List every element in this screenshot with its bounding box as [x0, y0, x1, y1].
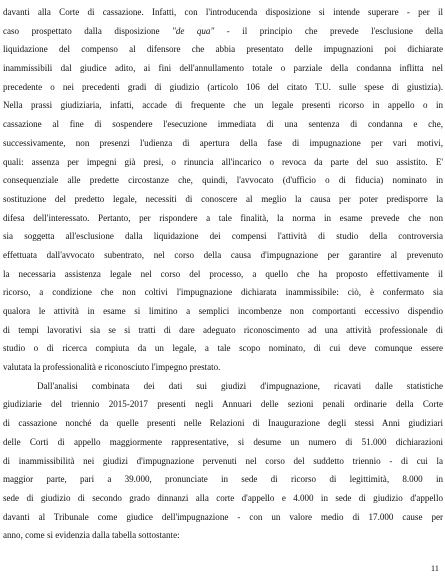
paragraph-2-line: anno, come si evidenzia dalla tabella sottostante: [3, 530, 180, 541]
paragraph-1-line: inammissibili dal giudice adito, ai fini dell'annullamento totale o parziale della condanna inflitta nel [3, 63, 443, 74]
paragraph-1-line: caso prospettato dalla disposizione "de qua" - il principio che prevede l'esclusione della [3, 25, 443, 36]
paragraph-2-line: sede di giudizio di secondo grado dinnanzi alla corte d'appello e 4.000 in sede di giudizio d'appello [3, 492, 443, 503]
document-body [3, 3, 443, 545]
paragraph-1-line: la necessaria assistenza legale nel corso del processo, a quello che ha proposto effettivamente il [3, 268, 443, 279]
paragraph-1-line: effettuata dall'avvocato subentrato, nel corso della causa d'impugnazione per garantire al prevenuto [3, 249, 443, 260]
paragraph-1-line: consequenziale alle predette circostanze che, quindi, l'avvocato (d'ufficio o di fiducia) nominato in [3, 175, 443, 186]
paragraph-1-line: cassazione al fine di sospendere l'esecuzione immediata di una sentenza di condanna e che, [3, 119, 443, 130]
paragraph-1-line: davanti alla Corte di cassazione. Infatti, con l'introducenda disposizione si intende superare - per il [3, 7, 443, 17]
paragraph-1-line: sostituzione del predetto legale, necessiti di conoscere al meglio la causa per poter predisporre la [3, 193, 443, 204]
paragraph-1 [3, 3, 443, 377]
paragraph-2-line: di inammissibilità nei giudizi d'impugnazione pervenuti nel corso del suddetto triennio - di cui la [3, 455, 443, 466]
paragraph-2-line: davanti al Tribunale come giudice dell'impugnazione - con un valore medio di 17.000 cause per [3, 511, 443, 522]
paragraph-1-line: di tempi lavorativi sia se si tratti di dare adeguato riconoscimento ad una attività professionale di [3, 324, 443, 335]
paragraph-2-line: giudiziarie del triennio 2015-2017 presenti negli Annuari delle sezioni penali ordinarie della Corte [3, 399, 443, 410]
paragraph-1-line: sia soggetta all'esclusione dalla liquidazione dei compensi l'attività di studio della controversia [3, 231, 443, 242]
paragraph-2-line: maggior parte, pari a 39.000, pronunciate in sede di ricorso di legittimità, 8.000 in [3, 474, 443, 485]
paragraph-2 [3, 377, 443, 545]
paragraph-2-line: delle Corti di appello maggiormente rappresentative, si desume un numero di 51.000 dichiarazioni [3, 436, 443, 447]
paragraph-2-line: Dall'analisi combinata dei dati sui giudizi d'impugnazione, ricavati dalle statistiche [37, 380, 443, 391]
paragraph-1-line: difesa dell'interessato. Pertanto, per rispondere a tale finalità, la norma in esame prevede che non [3, 212, 443, 223]
paragraph-1-line: Nella prassi giudiziaria, infatti, accade di frequente che un legale presenti ricorso in appello o in [3, 100, 443, 111]
paragraph-1-line: ricorso, a condizione che non coltivi l'impugnazione dichiarata inammissibile: ciò, è confermato sia [3, 287, 443, 298]
paragraph-1-line: successivamente, non presenzi l'udienza di apertura della fase di impugnazione per vari motivi, [3, 137, 443, 148]
paragraph-1-line: liquidazione del compenso al difensore che abbia presentato delle impugnazioni poi dichiarate [3, 44, 443, 55]
paragraph-1-line: qualora le attività in esame si limitino a semplici incombenze non comportanti eccessivo dispendio [3, 306, 443, 316]
paragraph-1-line: studio o di ricerca compiuta da un legale, a tale scopo nominato, di cui deve comunque essere [3, 343, 443, 354]
paragraph-1-line: quali: assenza per impegni già presi, o rinuncia all'incarico o revoca da parte del suo assistito. E' [3, 156, 443, 167]
paragraph-2-line: di cassazione nonché da quelle presenti nelle Relazioni di Inaugurazione degli stessi Anni giudiziari [3, 418, 443, 429]
page-number: 11 [430, 563, 439, 573]
paragraph-1-line: precedente o nei precedenti gradi di giudizio (articolo 106 del citato T.U. sulle spese di giustizia). [3, 81, 443, 92]
paragraph-1-line: valutata la professionalità e riconosciuto l'impegno prestato. [3, 362, 221, 373]
